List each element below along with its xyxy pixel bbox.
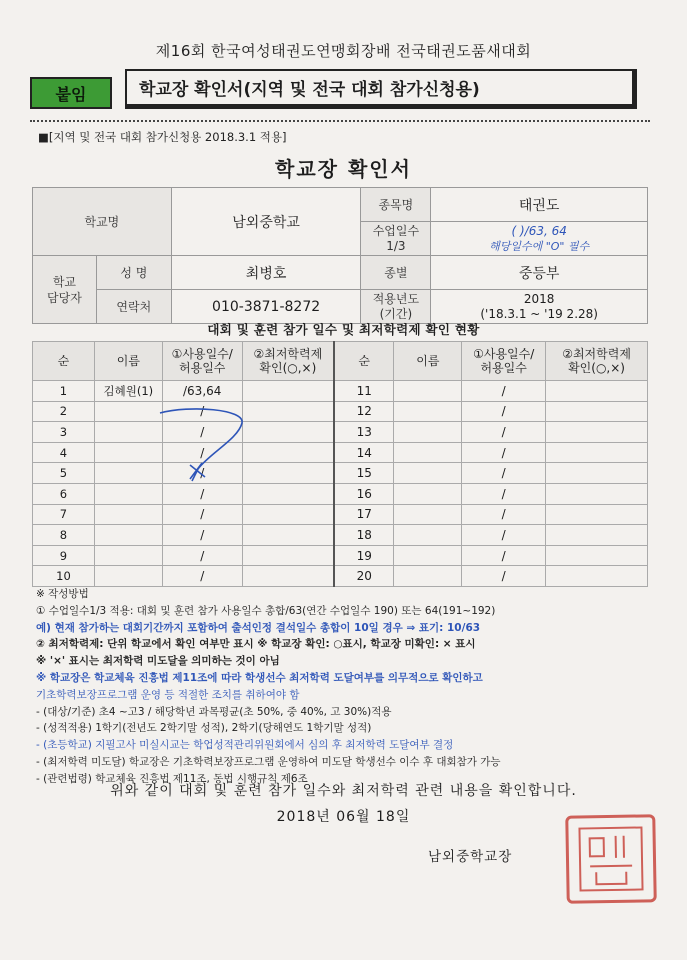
row-name-right xyxy=(394,566,462,587)
row-min-right xyxy=(546,525,648,546)
seal-graphic xyxy=(575,823,646,894)
row-no: 9 xyxy=(33,545,95,566)
header-min-1-right: ②최저학력제 xyxy=(562,347,631,361)
header-min-2-right: 확인(○,×) xyxy=(568,361,625,375)
row-name-right xyxy=(394,545,462,566)
row-days-right: / xyxy=(462,381,546,402)
year-label-1: 적용년도 xyxy=(372,291,420,306)
instruction-line: ※ 학교장은 학교체육 진흥법 제11조에 따라 학생선수 최저학력 도달여부를 의무적으로 확인하고 xyxy=(36,671,483,684)
row-no: 10 xyxy=(33,566,95,587)
table-header-row xyxy=(33,342,648,381)
row-no-right: 20 xyxy=(334,566,394,587)
row-days: / xyxy=(162,525,242,546)
row-no-right: 12 xyxy=(334,401,394,422)
row-days-right: / xyxy=(462,525,546,546)
row-no: 6 xyxy=(33,483,95,504)
row-no-right: 13 xyxy=(334,422,394,443)
header-min-right xyxy=(546,342,648,381)
row-days: /63,64 xyxy=(162,381,242,402)
instruction-line: ② 최저학력제: 단위 학교에서 확인 여부만 표시 ※ 학교장 확인: ○표시, 학교장 미확인: × 표시 xyxy=(36,638,476,651)
row-days-right: / xyxy=(462,504,546,525)
header-min xyxy=(242,342,334,381)
row-no-right: 16 xyxy=(334,483,394,504)
row-min-right xyxy=(546,442,648,463)
row-min-right xyxy=(546,422,648,443)
header-days-right xyxy=(462,342,546,381)
name-label: 성 명 xyxy=(96,256,171,290)
table-row xyxy=(33,381,648,402)
row-name-right xyxy=(394,483,462,504)
instruction-line: ① 수업일수1/3 적용: 대회 및 훈련 참가 사용일수 총합/63(연간 수업일수 190) 또는 64(191~192) xyxy=(36,604,496,617)
row-no-right: 17 xyxy=(334,504,394,525)
divider xyxy=(30,120,650,122)
event-value: 태권도 xyxy=(431,188,648,222)
row-no: 4 xyxy=(33,442,95,463)
header-days-1-right: ①사용일수/ xyxy=(473,347,535,361)
list-subtitle: 대회 및 훈련 참가 일수 및 최저학력제 확인 현황 xyxy=(207,322,480,337)
row-name-right xyxy=(394,504,462,525)
instruction-line: 예) 현재 참가하는 대회기간까지 포함하여 출석인정 결석일수 총합이 10일 경우 ⇒ 표기: 10/63 xyxy=(36,621,481,634)
row-no: 5 xyxy=(33,463,95,484)
row-days-right: / xyxy=(462,463,546,484)
row-no: 7 xyxy=(33,504,95,525)
row-name-right xyxy=(394,381,462,402)
instruction-line: - (대상/기준) 초4 ~고3 / 해당학년 과목평균(초 50%, 중 40%, 고 30%)적용 xyxy=(36,705,392,718)
row-no-right: 18 xyxy=(334,525,394,546)
year-value-2: ('18.3.1 ~ '19 2.28) xyxy=(480,306,598,321)
instruction-line: - (초등학교) 지필고사 미실시교는 학업성적관리위원회에서 심의 후 최저학력 도달여부 결정 xyxy=(36,739,454,752)
form-title: 학교장 확인서(지역 및 전국 대회 참가신청용) xyxy=(125,69,637,109)
row-name xyxy=(94,545,162,566)
instruction-line: ※ '×' 표시는 최저학력 미도달을 의미하는 것이 아님 xyxy=(36,655,280,668)
header-min-2: 확인(○,×) xyxy=(259,361,317,375)
row-min xyxy=(242,525,334,546)
instruction-line: - (최저학력 미도달) 학교장은 기초학력보장프로그램 운영하여 미도달 학생선수 이수 후 대회참가 가능 xyxy=(36,755,501,768)
row-min xyxy=(242,545,334,566)
row-no: 1 xyxy=(33,381,95,402)
row-days-right: / xyxy=(462,442,546,463)
school-label: 학교명 xyxy=(33,188,172,256)
header-days-1: ①사용일수/ xyxy=(171,347,233,361)
row-name xyxy=(94,566,162,587)
phone-value: 010-3871-8272 xyxy=(171,290,361,324)
row-min xyxy=(242,381,334,402)
row-days: / xyxy=(162,545,242,566)
row-min-right xyxy=(546,545,648,566)
document-title: 학교장 확인서 xyxy=(275,157,412,181)
row-no-right: 15 xyxy=(334,463,394,484)
header-days-2: 허용일수 xyxy=(179,361,226,375)
attachment-badge: 붙임 xyxy=(30,77,112,109)
info-table xyxy=(32,187,648,324)
days-note: 해당일수에 "O" 필수 xyxy=(489,239,590,253)
year-label xyxy=(361,290,431,324)
row-min-right xyxy=(546,401,648,422)
contact-label-2: 담당자 xyxy=(47,290,82,305)
handwritten-check-mark xyxy=(150,405,260,495)
row-days: / xyxy=(162,566,242,587)
row-no: 3 xyxy=(33,422,95,443)
row-days-right: / xyxy=(462,483,546,504)
table-row xyxy=(33,566,648,587)
row-days: / xyxy=(162,463,242,484)
contact-label xyxy=(33,256,97,324)
year-label-2: (기간) xyxy=(379,306,413,321)
instruction-line: - (관련법령) 학교체육 진흥법 제11조, 동법 시행규칙 제6조 xyxy=(36,772,308,785)
header-days-2-right: 허용일수 xyxy=(480,361,527,375)
table-row xyxy=(33,483,648,504)
form-notice: ■[지역 및 전국 대회 참가신청용 2018.3.1 적용] xyxy=(38,130,287,144)
header-no-right: 순 xyxy=(334,342,394,381)
row-min-right xyxy=(546,504,648,525)
row-days-right: / xyxy=(462,401,546,422)
row-name-right xyxy=(394,442,462,463)
row-no-right: 14 xyxy=(334,442,394,463)
table-row xyxy=(33,463,648,484)
confirmation-text: 위와 같이 대회 및 훈련 참가 일수와 최저학력 관련 내용을 확인합니다. xyxy=(110,783,577,799)
phone-label: 연락처 xyxy=(96,290,171,324)
header-min-1: ②최저학력제 xyxy=(253,347,323,361)
row-days-right: / xyxy=(462,545,546,566)
table-row xyxy=(33,422,648,443)
table-row xyxy=(33,525,648,546)
row-name-right xyxy=(394,463,462,484)
event-label: 종목명 xyxy=(361,188,431,222)
row-name xyxy=(94,504,162,525)
event-title: 제16회 한국여성태권도연맹회장배 전국태권도품새대회 xyxy=(155,42,532,60)
row-name: 김혜원(1) xyxy=(94,381,162,402)
days-label-1: 수업일수 xyxy=(372,223,420,238)
days-value-cell xyxy=(431,222,648,256)
table-row xyxy=(33,401,648,422)
row-min-right xyxy=(546,381,648,402)
days-label-2: 1/3 xyxy=(386,238,406,253)
principal-signature: 남외중학교장 xyxy=(428,849,513,865)
instructions xyxy=(36,586,666,788)
header-name-right: 이름 xyxy=(394,342,462,381)
school-value: 남외중학교 xyxy=(171,188,361,256)
header-days xyxy=(162,342,242,381)
row-days: / xyxy=(162,442,242,463)
table-row xyxy=(33,442,648,463)
row-min xyxy=(242,566,334,587)
row-days-right: / xyxy=(462,566,546,587)
row-no-right: 11 xyxy=(334,381,394,402)
row-name-right xyxy=(394,422,462,443)
row-days: / xyxy=(162,422,242,443)
instruction-line: - (성적적용) 1학기(전년도 2학기말 성적), 2학기(당해연도 1학기말 성적) xyxy=(36,722,372,735)
participation-table xyxy=(32,341,648,587)
row-name xyxy=(94,525,162,546)
row-no-right: 19 xyxy=(334,545,394,566)
instruction-line: 기초학력보장프로그램 운영 등 적절한 조치를 취하여야 함 xyxy=(36,688,300,701)
row-days-right: / xyxy=(462,422,546,443)
row-min-right xyxy=(546,463,648,484)
row-min xyxy=(242,504,334,525)
signature-date: 2018년 06월 18일 xyxy=(276,809,411,825)
instruction-line: ※ 작성방법 xyxy=(36,588,89,600)
row-min-right xyxy=(546,483,648,504)
days-label xyxy=(361,222,431,256)
table-row xyxy=(33,545,648,566)
year-value xyxy=(431,290,648,324)
category-label: 종별 xyxy=(361,256,431,290)
row-days: / xyxy=(162,401,242,422)
row-name-right xyxy=(394,401,462,422)
row-no: 8 xyxy=(33,525,95,546)
name-value: 최병호 xyxy=(171,256,361,290)
header-no: 순 xyxy=(33,342,95,381)
row-no: 2 xyxy=(33,401,95,422)
contact-label-1: 학교 xyxy=(52,274,77,289)
header-name: 이름 xyxy=(94,342,162,381)
row-days: / xyxy=(162,483,242,504)
row-min-right xyxy=(546,566,648,587)
days-value: ( )/63, 64 xyxy=(511,223,567,238)
table-row xyxy=(33,504,648,525)
row-name-right xyxy=(394,525,462,546)
category-value: 중등부 xyxy=(431,256,648,290)
official-seal xyxy=(565,814,657,904)
row-days: / xyxy=(162,504,242,525)
year-value-1: 2018 xyxy=(523,291,555,306)
